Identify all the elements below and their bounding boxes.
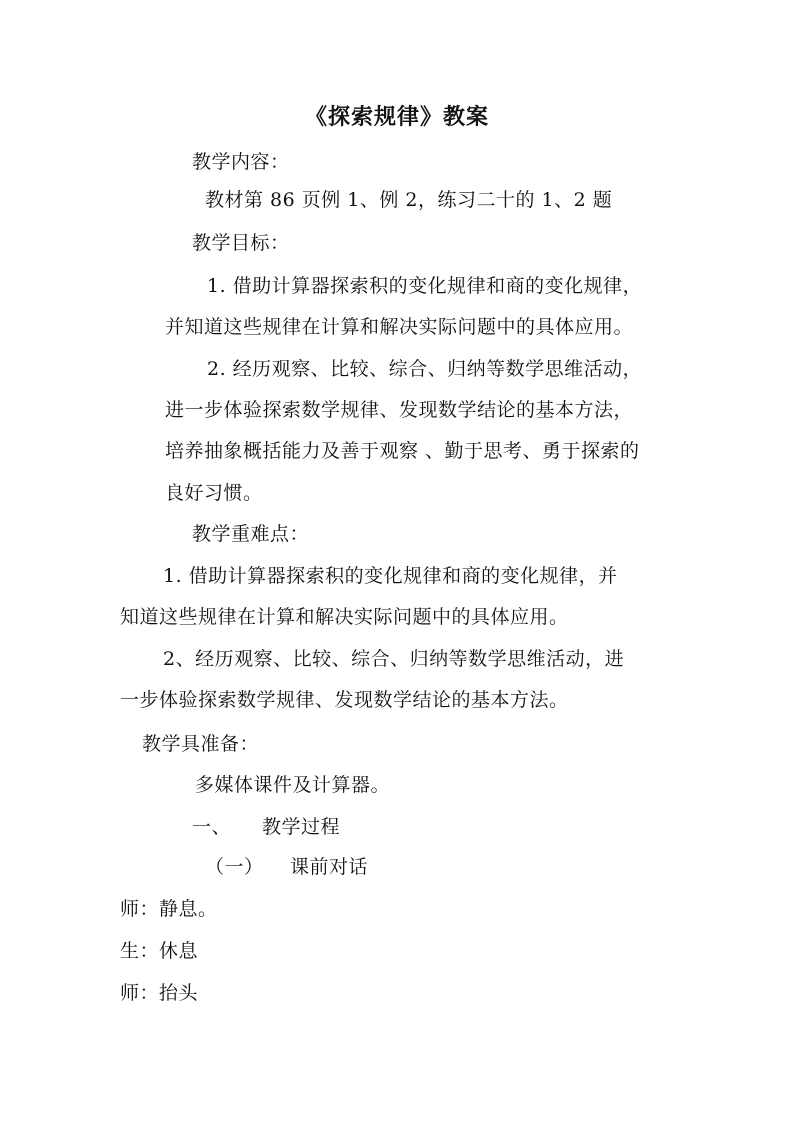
content-text: 教材第 86 页例 1、例 2，练习二十的 1、2 题 xyxy=(205,189,613,211)
key2-line1: 2、经历观察、比较、综合、归纳等数学思维活动，进 xyxy=(163,648,625,670)
process-number: 一、 xyxy=(192,816,232,838)
goals-heading: 教学目标： xyxy=(192,232,290,254)
goal2-line4: 良好习惯。 xyxy=(165,482,263,504)
process-heading: 教学过程 xyxy=(262,816,341,838)
dialog-line-3: 师：抬头 xyxy=(120,982,199,1004)
content-heading: 教学内容： xyxy=(192,151,290,173)
subsection-heading: 课前对话 xyxy=(290,856,369,878)
goal2-line2: 进一步体验探索数学规律、发现数学结论的基本方法， xyxy=(165,399,634,421)
goal1-line2: 并知道这些规律在计算和解决实际问题中的具体应用。 xyxy=(165,316,634,338)
key1-line2: 知道这些规律在计算和解决实际问题中的具体应用。 xyxy=(120,606,569,628)
dialog-line-2: 生：休息 xyxy=(120,940,199,962)
subsection-number: （一） xyxy=(205,856,264,878)
dialog-line-1: 师：静息。 xyxy=(120,898,218,920)
key2-line2: 一步体验探索数学规律、发现数学结论的基本方法。 xyxy=(120,689,569,711)
key1-line1: 1. 借助计算器探索积的变化规律和商的变化规律，并 xyxy=(163,565,618,587)
prep-text: 多媒体课件及计算器。 xyxy=(195,774,391,796)
goal2-line1: 2. 经历观察、比较、综合、归纳等数学思维活动， xyxy=(207,358,643,380)
document-title: 《探索规律》教案 xyxy=(304,104,489,130)
goal1-line1: 1. 借助计算器探索积的变化规律和商的变化规律， xyxy=(207,275,643,297)
prep-heading: 教学具准备： xyxy=(142,733,260,755)
key-heading: 教学重难点： xyxy=(192,523,310,545)
goal2-line3: 培养抽象概括能力及善于观察 、勤于思考、勇于探索的 xyxy=(165,440,640,462)
